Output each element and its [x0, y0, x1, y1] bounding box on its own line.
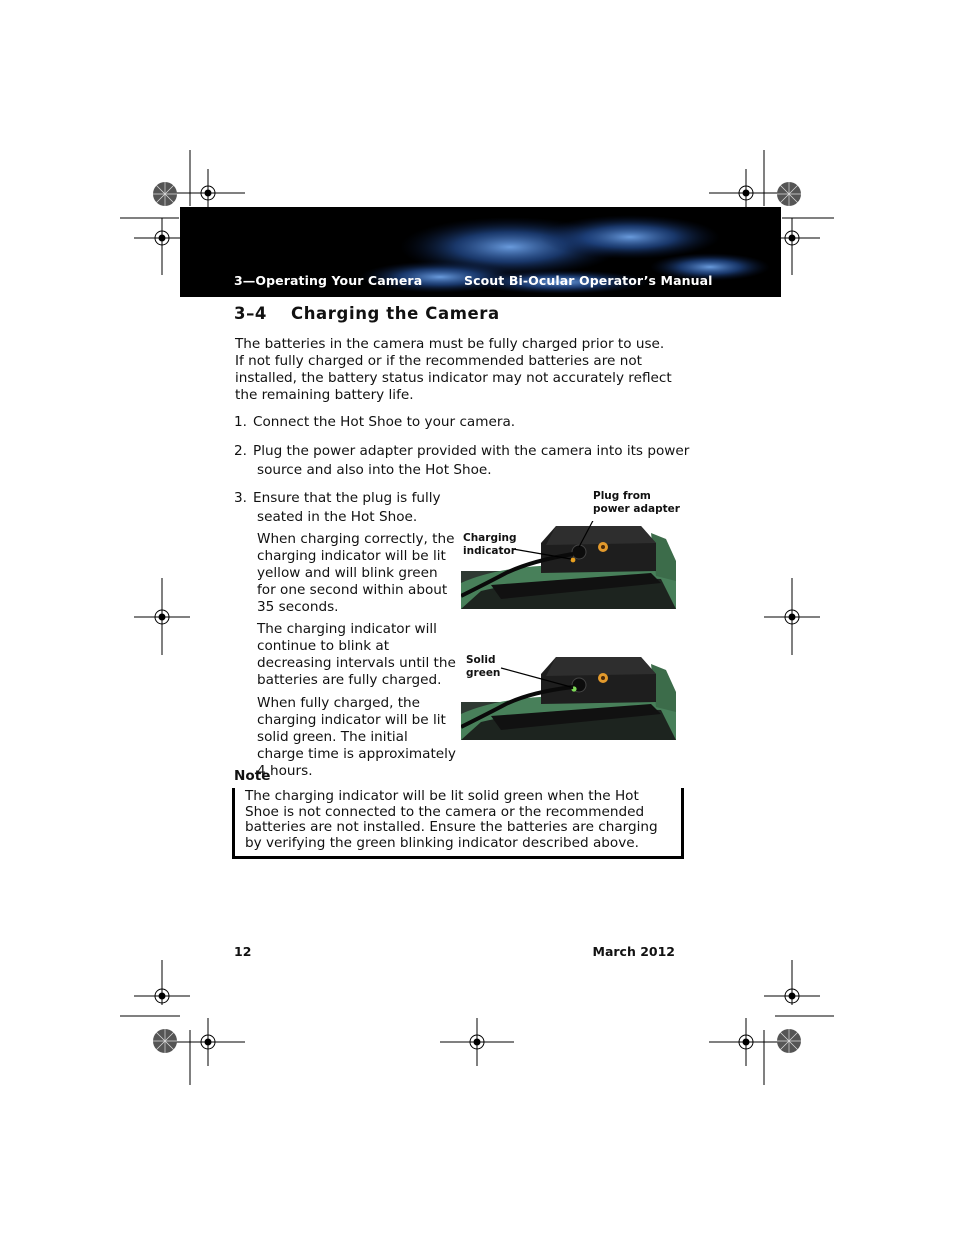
footer-date: March 2012: [592, 944, 675, 959]
step-2: [234, 442, 689, 480]
section-number: 3–4: [234, 304, 268, 323]
callout-plug-line2: power adapter: [593, 503, 680, 515]
step-3: [234, 489, 441, 527]
callout-indicator-line2: indicator: [463, 545, 516, 557]
step-text-line2: source and also into the Hot Shoe.: [257, 462, 492, 478]
page-number: 12: [234, 944, 252, 959]
charging-correctly-paragraph: When charging correctly, the charging indicator will be lit yellow and will blink green for one second within about 35 seconds.: [257, 531, 455, 615]
page-header: [180, 207, 781, 297]
step-number: 2.: [234, 443, 247, 459]
header-manual-title: Scout Bi-Ocular Operator’s Manual: [464, 273, 713, 288]
step-1: [234, 414, 515, 431]
intro-paragraph: The batteries in the camera must be fully charged prior to use. If not fully charged or if the recommended batteries are not installed, the battery status indicator may not accurately reflect the remaining battery life.: [235, 336, 672, 403]
blinking-paragraph: The charging indicator will continue to blink at decreasing intervals until the batteries are fully charged.: [257, 621, 456, 688]
callout-solid-green-line2: green: [466, 667, 501, 679]
step-text-line1: Ensure that the plug is fully: [253, 490, 441, 506]
step-text-line1: Plug the power adapter provided with the camera into its power: [253, 443, 690, 459]
note-box: [232, 788, 684, 859]
photo-charged-camera: [461, 652, 676, 740]
step-number: 3.: [234, 490, 247, 506]
step-text: Connect the Hot Shoe to your camera.: [253, 414, 516, 430]
header-chapter: 3—Operating Your Camera: [234, 273, 423, 288]
section-heading: [234, 304, 500, 323]
photo-charging-camera: [461, 521, 676, 609]
callout-plug: [593, 490, 680, 516]
callout-plug-line1: Plug from: [593, 490, 651, 502]
charging-led-yellow: [571, 558, 576, 563]
step-number: 1.: [234, 414, 247, 430]
callout-indicator-line1: Charging: [463, 532, 517, 544]
step-text-line2: seated in the Hot Shoe.: [257, 509, 418, 525]
note-text: The charging indicator will be lit solid green when the Hot Shoe is not connected to the camera or the recommended batteries are not installed. Ensure the batteries are charging by verifying the green blinking indicator described above.: [245, 788, 658, 852]
note-label: Note: [234, 768, 271, 784]
callout-solid-green-line1: Solid: [466, 654, 496, 666]
fully-charged-paragraph: When fully charged, the charging indicator will be lit solid green. The initial charge time is approximately 4 hours.: [257, 695, 456, 779]
section-title: Charging the Camera: [291, 304, 500, 323]
